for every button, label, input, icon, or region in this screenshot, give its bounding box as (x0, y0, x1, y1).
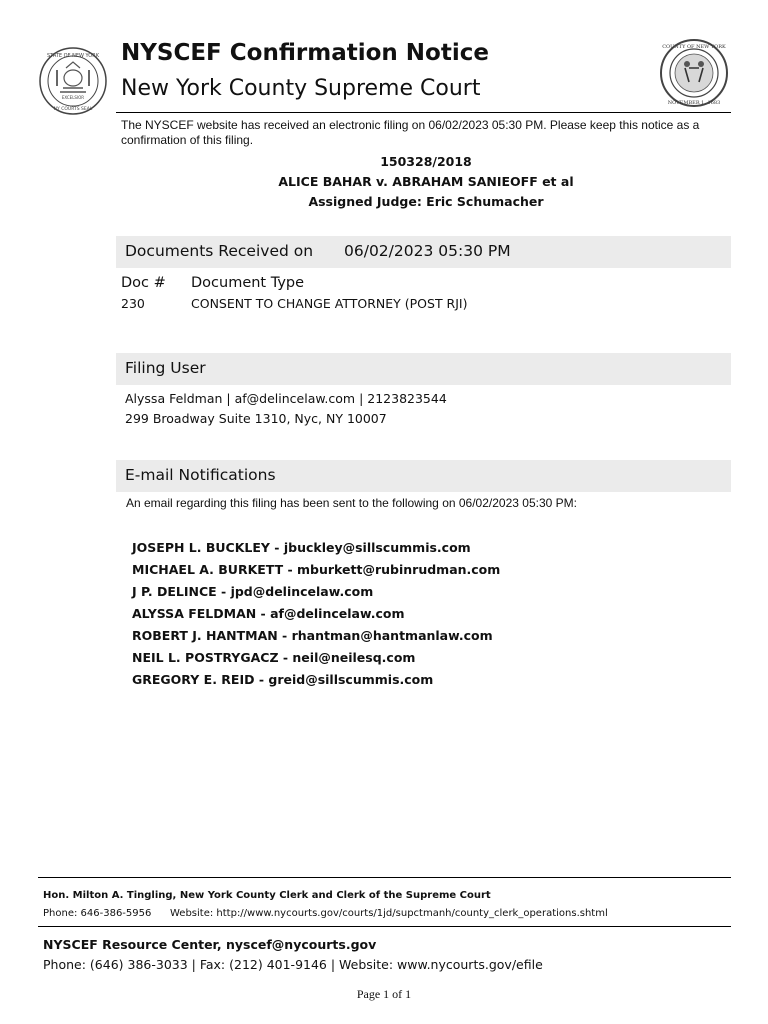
filing-user-contact: Alyssa Feldman | af@delincelaw.com | 2123823544 (125, 391, 447, 406)
court-name: New York County Supreme Court (121, 76, 481, 101)
header-divider (116, 112, 731, 113)
county-clerk-name: Hon. Milton A. Tingling, New York County Clerk and Clerk of the Supreme Court (43, 890, 491, 901)
email-notifications-intro: An email regarding this filing has been sent to the following on 06/02/2023 05:30 PM: (126, 496, 577, 510)
right-seal-text-top: COUNTY OF NEW YORK (662, 44, 726, 50)
documents-received-date: 06/02/2023 05:30 PM (344, 242, 511, 260)
email-recipient: JOSEPH L. BUCKLEY - jbuckley@sillscummis.com (132, 540, 471, 555)
left-seal-text-bottom: NY COURTS SEAL (53, 107, 93, 112)
email-recipient: ROBERT J. HANTMAN - rhantman@hantmanlaw.com (132, 628, 493, 643)
filing-user-heading: Filing User (125, 359, 206, 377)
right-seal-text-bottom: NOVEMBER 1, 1683 (667, 100, 721, 106)
email-recipient: GREGORY E. REID - greid@sillscummis.com (132, 672, 434, 687)
documents-received-heading: Documents Received on (125, 242, 314, 260)
doc-number-cell: 230 (121, 296, 145, 311)
county-clerk-phone: Phone: 646-386-5956 (43, 908, 152, 919)
new-york-state-seal-icon (38, 46, 108, 116)
document-type-cell: CONSENT TO CHANGE ATTORNEY (POST RJI) (191, 296, 468, 311)
county-clerk-website: Website: http://www.nycourts.gov/courts/1jd/supctmanh/county_clerk_operations.shtml (170, 908, 608, 919)
case-caption: ALICE BAHAR v. ABRAHAM SANIEOFF et al (278, 174, 574, 189)
page-number: Page 1 of 1 (356, 987, 412, 1001)
resource-center-contact: Phone: (646) 386-3033 | Fax: (212) 401-9146 | Website: www.nycourts.gov/efile (43, 957, 543, 972)
filing-user-address: 299 Broadway Suite 1310, Nyc, NY 10007 (125, 411, 387, 426)
documents-received-header (116, 236, 731, 268)
email-notifications-heading: E-mail Notifications (125, 466, 276, 484)
new-york-county-seal-icon (659, 38, 729, 108)
left-seal-text-mid: EXCELSIOR (61, 95, 85, 100)
intro-text: The NYSCEF website has received an electronic filing on 06/02/2023 05:30 PM. Please keep this notice as a confirmation of this filing. (121, 118, 700, 147)
footer-divider-bottom (38, 926, 731, 927)
email-recipient: MICHAEL A. BURKETT - mburkett@rubinrudman.com (132, 562, 501, 577)
email-recipient: ALYSSA FELDMAN - af@delincelaw.com (132, 606, 405, 621)
doc-number-column-header: Doc # (121, 275, 166, 291)
document-type-column-header: Document Type (191, 275, 305, 291)
resource-center: NYSCEF Resource Center, nyscef@nycourts.gov (43, 937, 377, 952)
filing-user-header (116, 353, 731, 385)
email-recipient: NEIL L. POSTRYGACZ - neil@neilesq.com (132, 650, 416, 665)
page-title: NYSCEF Confirmation Notice (121, 40, 489, 66)
left-seal-text-top: STATE OF NEW YORK (47, 53, 99, 59)
footer-divider-top (38, 877, 731, 878)
email-notifications-header (116, 460, 731, 492)
email-recipient: J P. DELINCE - jpd@delincelaw.com (132, 584, 374, 599)
case-index-number: 150328/2018 (380, 154, 472, 169)
assigned-judge: Assigned Judge: Eric Schumacher (308, 194, 544, 209)
